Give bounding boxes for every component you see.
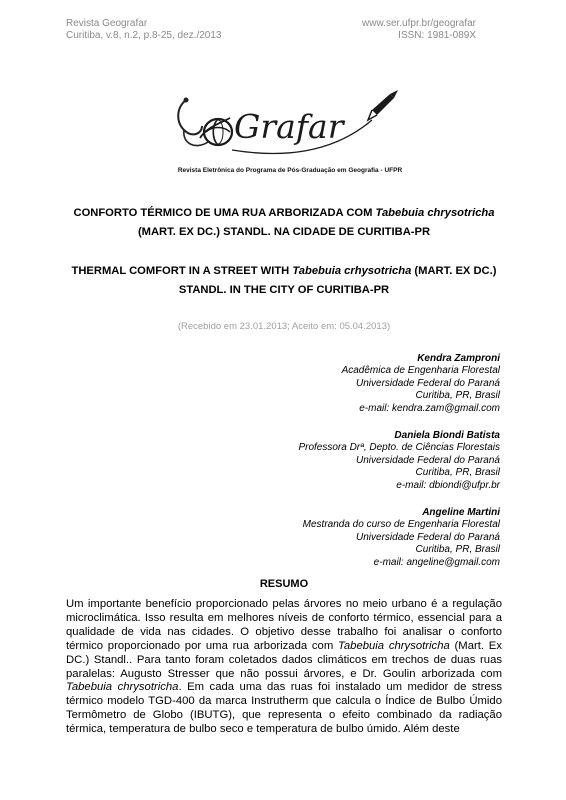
author-role: Acadêmica de Engenharia Florestal bbox=[341, 365, 500, 377]
author-block bbox=[200, 507, 500, 569]
journal-issn: ISSN: 1981-089X bbox=[398, 30, 476, 41]
paper-title-english: THERMAL COMFORT IN A STREET WITH Tabebuia crhysotricha (MART. EX DC.) STANDL. IN THE CITY OF CURITIBA-PR bbox=[71, 265, 497, 296]
species-name: Tabebuia crhysotricha bbox=[292, 265, 412, 277]
species-name: Tabebuia chrysotricha bbox=[375, 207, 495, 219]
logo-graphic bbox=[172, 88, 402, 166]
author-list bbox=[200, 353, 500, 584]
abstract-heading: RESUMO bbox=[259, 578, 309, 590]
author-email[interactable]: e-mail: angeline@gmail.com bbox=[373, 556, 500, 568]
journal-url[interactable]: www.ser.ufpr.br/geografar bbox=[362, 18, 476, 29]
species-name: Tabebuia chrysotricha bbox=[338, 639, 450, 652]
author-institution: Universidade Federal do Paraná bbox=[356, 454, 500, 466]
received-accepted-dates: (Recebido em 23.01.2013; Aceito em: 05.04.2013) bbox=[177, 321, 391, 332]
logo-wordmark: Grafar bbox=[234, 107, 344, 146]
logo-subtitle: Revista Eletrônica do Programa de Pós-Graduação em Geografia - UFPR bbox=[177, 167, 403, 174]
species-name: Tabebuia chrysotricha bbox=[66, 681, 179, 694]
paper-title-portuguese: CONFORTO TÉRMICO DE UMA RUA ARBORIZADA COM Tabebuia chrysotricha (MART. EX DC.) STANDL. NA CIDADE DE CURITIBA-PR bbox=[73, 207, 495, 238]
running-header-right bbox=[362, 18, 476, 42]
journal-name: Revista Geografar bbox=[66, 18, 148, 29]
author-block bbox=[200, 353, 500, 415]
journal-citation: Curitiba, v.8, n.2, p.8-25, dez./2013 bbox=[66, 30, 222, 41]
author-institution: Universidade Federal do Paraná bbox=[356, 531, 500, 543]
author-institution: Universidade Federal do Paraná bbox=[356, 377, 500, 389]
author-email[interactable]: e-mail: kendra.zam@gmail.com bbox=[359, 402, 500, 414]
running-header-left bbox=[66, 18, 221, 42]
author-name: Daniela Biondi Batista bbox=[394, 430, 500, 442]
author-role: Professora Drª, Depto. de Ciências Florestais bbox=[298, 442, 500, 454]
author-email[interactable]: e-mail: dbiondi@ufpr.br bbox=[396, 479, 500, 491]
author-location: Curitiba, PR, Brasil bbox=[415, 544, 500, 556]
abstract-body: Um importante benefício proporcionado pelas árvores no meio urbano é a regulação microclimática. Isso resulta em melhores níveis de conforto térmico, essencial para a qualidade de vida nas cidades. O objetivo desse trabalho foi analisar o conforto térmico proporcionado por uma rua arborizada com Tabebuia chrysotricha (Mart. Ex DC.) Standl.. Para tanto foram coletados dados climáticos em trechos de duas ruas paralelas: Augusto Stresser que não possui árvores, e Dr. Goulin arborizada com Tabebuia chrysotricha. Em cada uma das ruas foi instalado um medidor de stress térmico modelo TGD-400 da marca Instrutherm que calcula o Índice de Bulbo Úmido Termômetro de Globo (IBUTG), que representa o efeito combinado da radiação térmica, temperatura de bulbo seco e temperatura de bulbo úmido. Além deste bbox=[66, 598, 503, 736]
author-role: Mestranda do curso de Engenharia Florestal bbox=[302, 519, 500, 531]
author-location: Curitiba, PR, Brasil bbox=[415, 390, 500, 402]
author-location: Curitiba, PR, Brasil bbox=[415, 467, 500, 479]
author-block bbox=[200, 430, 500, 492]
author-name: Kendra Zamproni bbox=[417, 353, 500, 364]
geografar-logo bbox=[172, 88, 402, 166]
author-name: Angeline Martini bbox=[422, 507, 500, 519]
